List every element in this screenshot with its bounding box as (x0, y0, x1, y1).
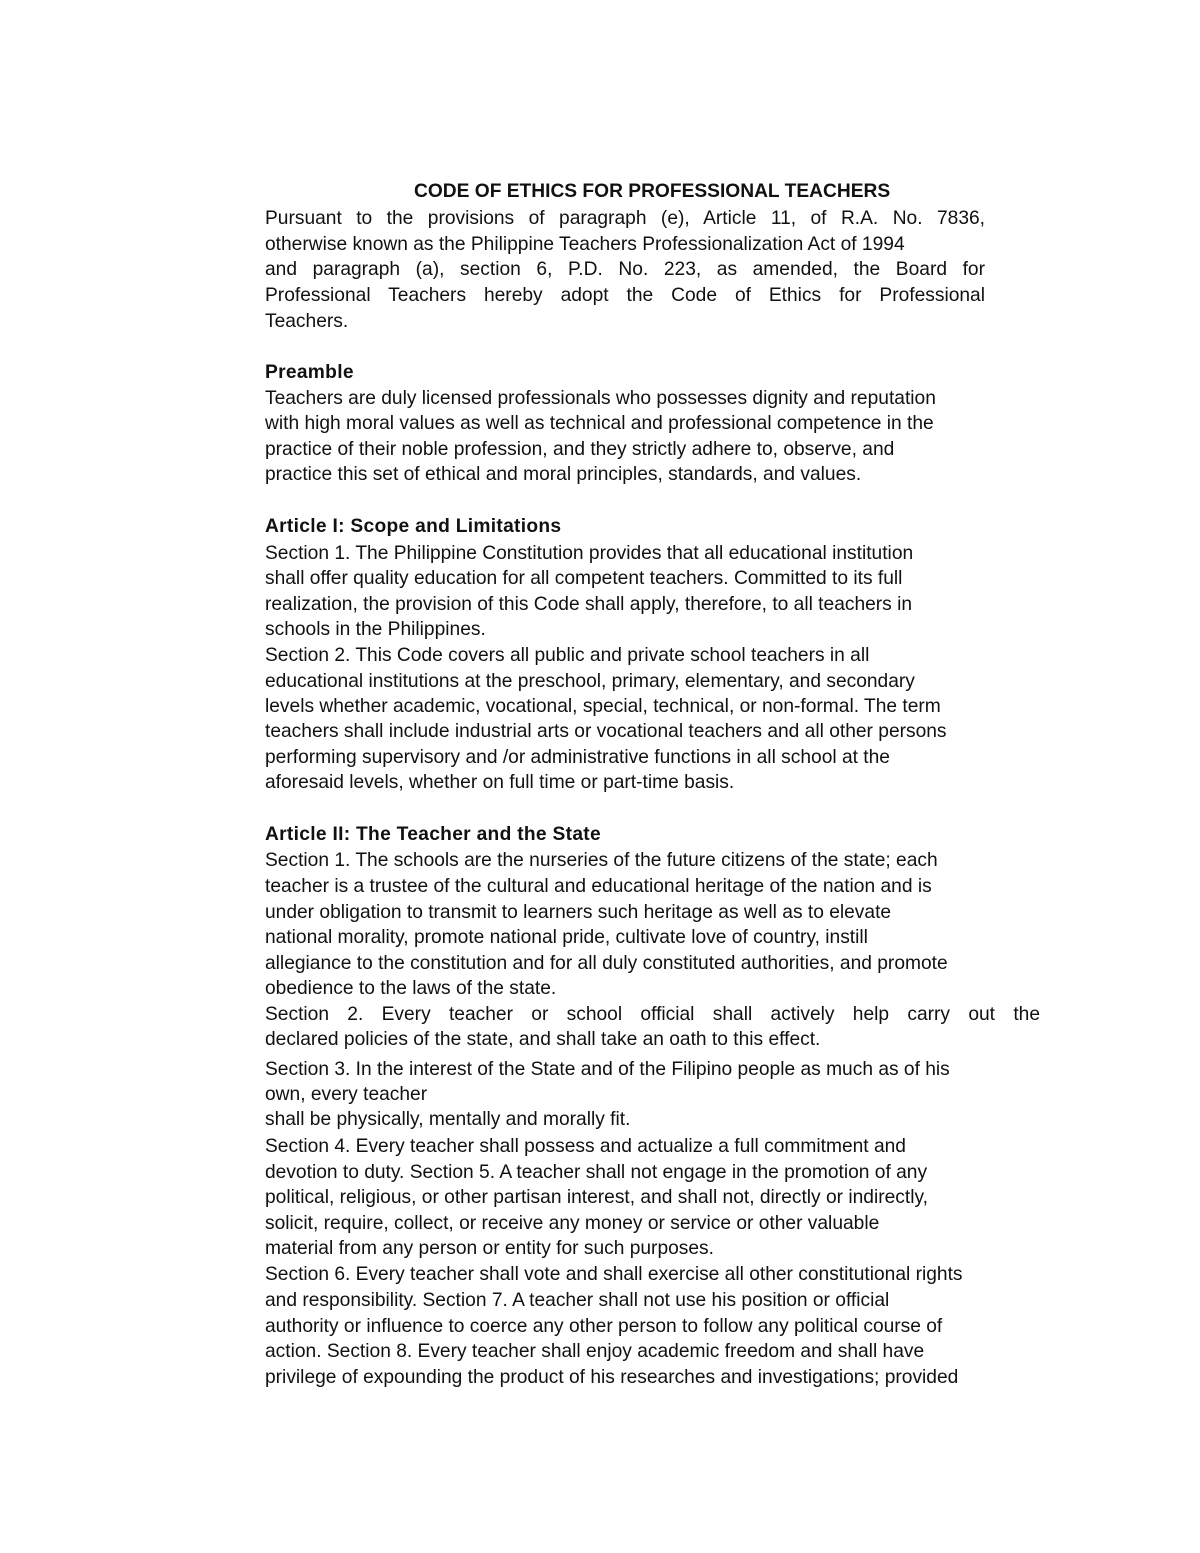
article-2-line: Section 4. Every teacher shall possess and actualize a full commitment and (265, 1136, 906, 1157)
intro-line: Professional Teachers hereby adopt the Code of Ethics for Professional (265, 285, 985, 306)
article-1-heading: Article I: Scope and Limitations (265, 516, 562, 537)
article-1-line: schools in the Philippines. (265, 619, 486, 640)
article-1-line: shall offer quality education for all competent teachers. Committed to its full (265, 568, 903, 589)
article-2-line: Section 1. The schools are the nurseries of the future citizens of the state; each (265, 850, 938, 871)
preamble-heading: Preamble (265, 362, 354, 383)
preamble-line: practice of their noble profession, and they strictly adhere to, observe, and (265, 439, 895, 460)
article-1-line: performing supervisory and /or administrative functions in all school at the (265, 747, 890, 768)
intro-line: Pursuant to the provisions of paragraph (e), Article 11, of R.A. No. 7836, (265, 208, 985, 229)
article-1-line: aforesaid levels, whether on full time or part-time basis. (265, 772, 735, 793)
article-1-line: educational institutions at the preschool, primary, elementary, and secondary (265, 671, 915, 692)
article-2-line: national morality, promote national pride, cultivate love of country, instill (265, 927, 868, 948)
document-title: CODE OF ETHICS FOR PROFESSIONAL TEACHERS (414, 181, 891, 202)
article-1-line: Section 2. This Code covers all public and private school teachers in all (265, 645, 870, 666)
article-2-line: and responsibility. Section 7. A teacher shall not use his position or official (265, 1290, 890, 1311)
article-2-line: shall be physically, mentally and morally fit. (265, 1109, 631, 1130)
article-2-line: material from any person or entity for such purposes. (265, 1238, 714, 1259)
article-2-line: allegiance to the constitution and for all duly constituted authorities, and promote (265, 953, 948, 974)
article-2-line: action. Section 8. Every teacher shall enjoy academic freedom and shall have (265, 1341, 925, 1362)
intro-line: and paragraph (a), section 6, P.D. No. 223, as amended, the Board for (265, 259, 985, 280)
article-2-line: declared policies of the state, and shall take an oath to this effect. (265, 1029, 821, 1050)
preamble-line: with high moral values as well as technical and professional competence in the (265, 413, 934, 434)
article-1-line: levels whether academic, vocational, special, technical, or non-formal. The term (265, 696, 941, 717)
article-2-line: solicit, require, collect, or receive any money or service or other valuable (265, 1213, 880, 1234)
article-2-line: own, every teacher (265, 1084, 428, 1105)
article-2-line: under obligation to transmit to learners such heritage as well as to elevate (265, 902, 892, 923)
preamble-line: practice this set of ethical and moral principles, standards, and values. (265, 464, 862, 485)
article-2-line: authority or influence to coerce any other person to follow any political course of (265, 1316, 943, 1337)
article-1-line: realization, the provision of this Code shall apply, therefore, to all teachers in (265, 594, 913, 615)
article-2-line: privilege of expounding the product of his researches and investigations; provided (265, 1367, 959, 1388)
article-2-heading: Article II: The Teacher and the State (265, 824, 601, 845)
article-2-line: Section 6. Every teacher shall vote and shall exercise all other constitutional rights (265, 1264, 963, 1285)
article-2-line: teacher is a trustee of the cultural and educational heritage of the nation and is (265, 876, 932, 897)
article-2-line: Section 2. Every teacher or school official shall actively help carry out the (265, 1004, 1040, 1025)
article-2-line: obedience to the laws of the state. (265, 978, 557, 999)
intro-line: otherwise known as the Philippine Teachers Professionalization Act of 1994 (265, 234, 905, 255)
article-1-line: Section 1. The Philippine Constitution provides that all educational institution (265, 543, 914, 564)
article-1-line: teachers shall include industrial arts or vocational teachers and all other persons (265, 721, 947, 742)
preamble-line: Teachers are duly licensed professionals who possesses dignity and reputation (265, 388, 936, 409)
article-2-line: political, religious, or other partisan interest, and shall not, directly or indirectly, (265, 1187, 928, 1208)
article-2-line: Section 3. In the interest of the State and of the Filipino people as much as of his (265, 1059, 950, 1080)
article-2-line: devotion to duty. Section 5. A teacher shall not engage in the promotion of any (265, 1162, 928, 1183)
intro-line: Teachers. (265, 311, 349, 332)
